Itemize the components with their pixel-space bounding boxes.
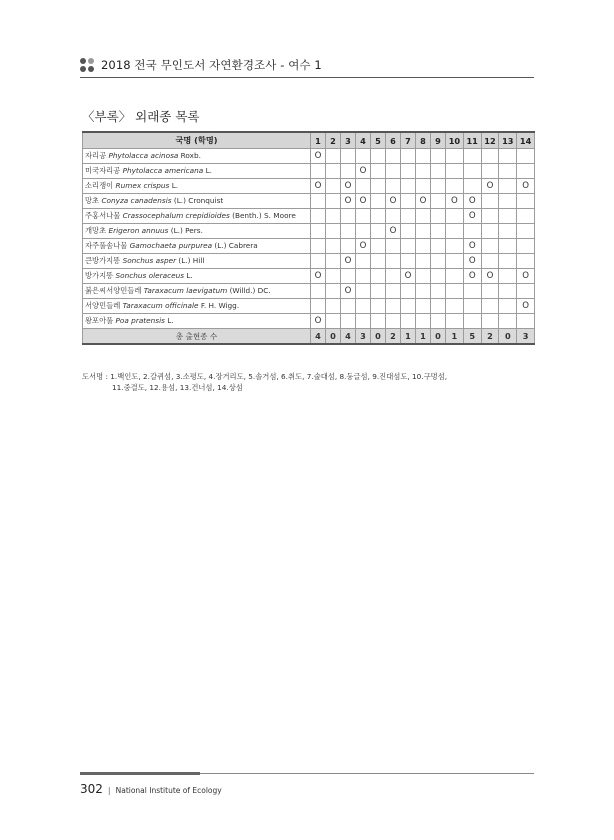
occurrence-cell xyxy=(431,194,446,209)
table-row xyxy=(83,164,535,179)
occurrence-cell xyxy=(499,299,517,314)
occurrence-cell xyxy=(446,299,464,314)
korean-name: 주홍서나물 xyxy=(85,211,121,220)
occurrence-cell: O xyxy=(463,209,481,224)
occurrence-cell: O xyxy=(416,194,431,209)
occurrence-cell xyxy=(326,194,341,209)
occurrence-cell xyxy=(431,239,446,254)
scientific-name: Rumex crispus xyxy=(115,181,170,190)
occurrence-cell xyxy=(311,284,326,299)
occurrence-cell xyxy=(401,179,416,194)
occurrence-cell: O xyxy=(341,284,356,299)
island-column-header: 2 xyxy=(326,132,341,149)
occurrence-cell xyxy=(431,224,446,239)
korean-name: 서양민들레 xyxy=(85,301,121,310)
occurrence-cell xyxy=(311,209,326,224)
species-name-cell xyxy=(83,164,311,179)
island-column-header: 10 xyxy=(446,132,464,149)
footer-rule-accent xyxy=(80,772,200,775)
occurrence-cell xyxy=(371,254,386,269)
occurrence-cell: O xyxy=(481,179,499,194)
total-row xyxy=(83,329,535,345)
table-row xyxy=(83,269,535,284)
occurrence-cell: O xyxy=(463,239,481,254)
table-header-row xyxy=(83,132,535,149)
occurrence-cell xyxy=(386,269,401,284)
occurrence-cell xyxy=(416,239,431,254)
species-name-cell xyxy=(83,284,311,299)
author-citation: (L.) Cabrera xyxy=(214,241,258,250)
occurrence-cell xyxy=(341,269,356,284)
scientific-name: Conyza canadensis xyxy=(101,196,172,205)
occurrence-cell xyxy=(326,284,341,299)
author-citation: Roxb. xyxy=(180,151,201,160)
occurrence-cell xyxy=(386,254,401,269)
occurrence-cell xyxy=(401,299,416,314)
occurrence-cell xyxy=(356,314,371,329)
total-count-cell: 3 xyxy=(517,329,535,345)
author-citation: (L.) Hill xyxy=(178,256,205,265)
occurrence-cell xyxy=(356,299,371,314)
occurrence-cell: O xyxy=(401,269,416,284)
occurrence-cell xyxy=(326,314,341,329)
occurrence-cell xyxy=(401,149,416,164)
author-citation: (L.) Cronquist xyxy=(173,196,224,205)
footer-institute: National Institute of Ecology xyxy=(115,786,222,795)
occurrence-cell xyxy=(431,314,446,329)
occurrence-cell xyxy=(499,239,517,254)
occurrence-cell xyxy=(341,149,356,164)
occurrence-cell xyxy=(481,299,499,314)
occurrence-cell xyxy=(517,209,535,224)
occurrence-cell xyxy=(371,149,386,164)
species-name-cell xyxy=(83,149,311,164)
species-name-cell xyxy=(83,314,311,329)
footer-separator: | xyxy=(107,786,111,795)
occurrence-cell xyxy=(416,299,431,314)
table-row xyxy=(83,224,535,239)
scientific-name: Poa pratensis xyxy=(115,316,165,325)
occurrence-cell xyxy=(401,254,416,269)
occurrence-cell xyxy=(326,164,341,179)
scientific-name: Sonchus asper xyxy=(122,256,177,265)
total-count-cell: 1 xyxy=(446,329,464,345)
occurrence-cell xyxy=(386,164,401,179)
occurrence-cell xyxy=(446,179,464,194)
total-count-cell: 2 xyxy=(386,329,401,345)
occurrence-cell xyxy=(326,299,341,314)
occurrence-cell xyxy=(311,299,326,314)
header-title: 2018 전국 무인도서 자연환경조사 - 여수 1 xyxy=(101,58,322,72)
occurrence-cell xyxy=(481,284,499,299)
occurrence-cell xyxy=(416,254,431,269)
occurrence-cell: O xyxy=(463,194,481,209)
author-citation: L. xyxy=(205,166,212,175)
occurrence-cell xyxy=(481,164,499,179)
occurrence-cell xyxy=(311,164,326,179)
alien-species-table xyxy=(82,131,535,345)
table-row xyxy=(83,239,535,254)
total-count-cell: 3 xyxy=(356,329,371,345)
occurrence-cell xyxy=(517,224,535,239)
island-column-header: 1 xyxy=(311,132,326,149)
occurrence-cell xyxy=(499,314,517,329)
occurrence-cell xyxy=(499,209,517,224)
occurrence-cell xyxy=(371,284,386,299)
note-line-1: 도서명 : 1.백인도, 2.갈퀴섬, 3.소평도, 4.장거리도, 5.솔거섬, 6.취도, 7.술대섬, 8.둥글섬, 9.진대섬도, 10.구멍섬, xyxy=(82,372,448,381)
occurrence-cell: O xyxy=(463,269,481,284)
occurrence-cell xyxy=(446,164,464,179)
occurrence-cell xyxy=(446,224,464,239)
occurrence-cell: O xyxy=(311,314,326,329)
occurrence-cell xyxy=(463,284,481,299)
occurrence-cell xyxy=(499,269,517,284)
occurrence-cell xyxy=(481,149,499,164)
korean-name: 왕포아풀 xyxy=(85,316,114,325)
occurrence-cell xyxy=(431,179,446,194)
occurrence-cell xyxy=(311,194,326,209)
occurrence-cell xyxy=(481,314,499,329)
occurrence-cell xyxy=(401,239,416,254)
occurrence-cell xyxy=(499,194,517,209)
occurrence-cell: O xyxy=(517,269,535,284)
island-column-header: 6 xyxy=(386,132,401,149)
occurrence-cell xyxy=(446,269,464,284)
korean-name: 붉은씨서양민들레 xyxy=(85,286,142,295)
occurrence-cell xyxy=(371,179,386,194)
occurrence-cell: O xyxy=(356,164,371,179)
occurrence-cell xyxy=(517,314,535,329)
occurrence-cell xyxy=(446,284,464,299)
scientific-name: Phytolacca americana xyxy=(122,166,204,175)
occurrence-cell xyxy=(341,164,356,179)
occurrence-cell xyxy=(341,314,356,329)
island-column-header: 3 xyxy=(341,132,356,149)
occurrence-cell xyxy=(401,284,416,299)
author-citation: (Willd.) DC. xyxy=(229,286,271,295)
occurrence-cell xyxy=(431,284,446,299)
table-row xyxy=(83,284,535,299)
total-count-cell: 2 xyxy=(481,329,499,345)
occurrence-cell xyxy=(326,269,341,284)
occurrence-cell: O xyxy=(386,194,401,209)
occurrence-cell xyxy=(356,224,371,239)
occurrence-cell xyxy=(463,299,481,314)
occurrence-cell xyxy=(326,209,341,224)
island-column-header: 13 xyxy=(499,132,517,149)
header-dots-icon xyxy=(80,58,94,72)
table-row xyxy=(83,209,535,224)
author-citation: (Benth.) S. Moore xyxy=(232,211,296,220)
occurrence-cell xyxy=(481,254,499,269)
species-name-cell xyxy=(83,224,311,239)
occurrence-cell xyxy=(416,224,431,239)
occurrence-cell xyxy=(431,209,446,224)
table-row xyxy=(83,314,535,329)
total-count-cell: 0 xyxy=(499,329,517,345)
occurrence-cell xyxy=(371,239,386,254)
occurrence-cell xyxy=(499,224,517,239)
occurrence-cell xyxy=(517,164,535,179)
table-row xyxy=(83,299,535,314)
occurrence-cell xyxy=(371,269,386,284)
occurrence-cell xyxy=(446,239,464,254)
running-header xyxy=(80,57,534,73)
occurrence-cell: O xyxy=(517,299,535,314)
occurrence-cell: O xyxy=(386,224,401,239)
occurrence-cell xyxy=(517,149,535,164)
occurrence-cell xyxy=(431,164,446,179)
occurrence-cell xyxy=(386,209,401,224)
total-count-cell: 0 xyxy=(371,329,386,345)
author-citation: L. xyxy=(167,316,174,325)
korean-name: 미국자리공 xyxy=(85,166,121,175)
occurrence-cell xyxy=(341,209,356,224)
note-line-2: 11.중결도, 12.용섬, 13.건너섬, 14.상섬 xyxy=(112,383,243,392)
occurrence-cell xyxy=(401,209,416,224)
island-column-header: 8 xyxy=(416,132,431,149)
occurrence-cell xyxy=(463,149,481,164)
korean-name: 자주풀솜나물 xyxy=(85,241,128,250)
author-citation: F. H. Wigg. xyxy=(200,301,240,310)
occurrence-cell xyxy=(431,149,446,164)
occurrence-cell xyxy=(499,254,517,269)
occurrence-cell xyxy=(463,179,481,194)
occurrence-cell xyxy=(326,224,341,239)
total-count-cell: 5 xyxy=(463,329,481,345)
occurrence-cell xyxy=(446,149,464,164)
occurrence-cell xyxy=(356,149,371,164)
occurrence-cell xyxy=(356,254,371,269)
occurrence-cell xyxy=(416,284,431,299)
occurrence-cell xyxy=(499,179,517,194)
occurrence-cell xyxy=(446,254,464,269)
occurrence-cell xyxy=(481,224,499,239)
korean-name: 망초 xyxy=(85,196,100,205)
section-title: 〈부록〉 외래종 목록 xyxy=(82,109,200,124)
occurrence-cell xyxy=(499,164,517,179)
scientific-name: Sonchus oleraceus xyxy=(115,271,185,280)
name-column-header: 국명 (학명) xyxy=(83,132,311,149)
occurrence-cell xyxy=(431,299,446,314)
occurrence-cell xyxy=(499,149,517,164)
occurrence-cell xyxy=(326,254,341,269)
occurrence-cell xyxy=(401,164,416,179)
occurrence-cell xyxy=(463,314,481,329)
scientific-name: Crassocephalum crepidioides xyxy=(122,211,230,220)
occurrence-cell xyxy=(326,239,341,254)
occurrence-cell xyxy=(481,209,499,224)
occurrence-cell xyxy=(371,164,386,179)
island-column-header: 5 xyxy=(371,132,386,149)
occurrence-cell xyxy=(386,299,401,314)
occurrence-cell xyxy=(401,314,416,329)
occurrence-cell xyxy=(517,254,535,269)
species-name-cell xyxy=(83,254,311,269)
island-name-note xyxy=(82,371,447,393)
occurrence-cell xyxy=(386,314,401,329)
occurrence-cell xyxy=(446,314,464,329)
species-name-cell xyxy=(83,194,311,209)
author-citation: L. xyxy=(186,271,193,280)
korean-name: 개망초 xyxy=(85,226,107,235)
scientific-name: Gamochaeta purpurea xyxy=(129,241,213,250)
table-row xyxy=(83,194,535,209)
occurrence-cell xyxy=(386,179,401,194)
island-column-header: 7 xyxy=(401,132,416,149)
occurrence-cell xyxy=(517,239,535,254)
header-rule xyxy=(80,77,534,78)
occurrence-cell: O xyxy=(356,194,371,209)
total-count-cell: 4 xyxy=(341,329,356,345)
species-name-cell xyxy=(83,179,311,194)
island-column-header: 4 xyxy=(356,132,371,149)
occurrence-cell: O xyxy=(517,179,535,194)
total-count-cell: 1 xyxy=(401,329,416,345)
table-row xyxy=(83,254,535,269)
korean-name: 소리쟁이 xyxy=(85,181,114,190)
occurrence-cell: O xyxy=(341,194,356,209)
occurrence-cell xyxy=(416,314,431,329)
occurrence-cell xyxy=(356,269,371,284)
occurrence-cell: O xyxy=(311,149,326,164)
occurrence-cell xyxy=(341,224,356,239)
occurrence-cell: O xyxy=(481,269,499,284)
occurrence-cell xyxy=(431,254,446,269)
occurrence-cell xyxy=(311,224,326,239)
occurrence-cell xyxy=(463,164,481,179)
occurrence-cell xyxy=(499,284,517,299)
occurrence-cell xyxy=(446,209,464,224)
occurrence-cell xyxy=(341,299,356,314)
occurrence-cell xyxy=(386,284,401,299)
species-name-cell xyxy=(83,299,311,314)
occurrence-cell: O xyxy=(446,194,464,209)
occurrence-cell xyxy=(517,194,535,209)
total-label: 총 출현종 수 xyxy=(83,329,311,345)
table-row xyxy=(83,149,535,164)
occurrence-cell: O xyxy=(463,254,481,269)
scientific-name: Erigeron annuus xyxy=(108,226,169,235)
page-number: 302 xyxy=(80,782,103,796)
korean-name: 자리공 xyxy=(85,151,107,160)
species-name-cell xyxy=(83,239,311,254)
occurrence-cell xyxy=(371,299,386,314)
occurrence-cell xyxy=(311,254,326,269)
occurrence-cell xyxy=(416,179,431,194)
occurrence-cell xyxy=(386,239,401,254)
occurrence-cell xyxy=(386,149,401,164)
total-count-cell: 1 xyxy=(416,329,431,345)
occurrence-cell: O xyxy=(311,269,326,284)
occurrence-cell xyxy=(371,209,386,224)
island-column-header: 12 xyxy=(481,132,499,149)
author-citation: (L.) Pers. xyxy=(170,226,203,235)
korean-name: 큰방가지똥 xyxy=(85,256,121,265)
occurrence-cell: O xyxy=(311,179,326,194)
occurrence-cell xyxy=(371,314,386,329)
occurrence-cell: O xyxy=(356,239,371,254)
island-column-header: 9 xyxy=(431,132,446,149)
occurrence-cell xyxy=(341,239,356,254)
korean-name: 방가지똥 xyxy=(85,271,114,280)
occurrence-cell xyxy=(356,209,371,224)
occurrence-cell xyxy=(463,224,481,239)
occurrence-cell: O xyxy=(341,254,356,269)
occurrence-cell xyxy=(481,239,499,254)
occurrence-cell xyxy=(416,209,431,224)
total-count-cell: 0 xyxy=(431,329,446,345)
species-name-cell xyxy=(83,269,311,284)
occurrence-cell xyxy=(356,284,371,299)
island-column-header: 11 xyxy=(463,132,481,149)
occurrence-cell xyxy=(401,194,416,209)
occurrence-cell xyxy=(517,284,535,299)
scientific-name: Phytolacca acinosa xyxy=(108,151,179,160)
occurrence-cell xyxy=(371,194,386,209)
total-count-cell: 0 xyxy=(326,329,341,345)
occurrence-cell xyxy=(431,269,446,284)
table-body xyxy=(83,149,535,345)
total-count-cell: 4 xyxy=(311,329,326,345)
occurrence-cell xyxy=(416,269,431,284)
occurrence-cell xyxy=(326,179,341,194)
occurrence-cell xyxy=(356,179,371,194)
page-footer xyxy=(80,782,222,796)
island-column-header: 14 xyxy=(517,132,535,149)
occurrence-cell xyxy=(371,224,386,239)
occurrence-cell: O xyxy=(341,179,356,194)
species-name-cell xyxy=(83,209,311,224)
occurrence-cell xyxy=(416,164,431,179)
occurrence-cell xyxy=(416,149,431,164)
table-row xyxy=(83,179,535,194)
footer-rule xyxy=(200,773,534,774)
occurrence-cell xyxy=(311,239,326,254)
occurrence-cell xyxy=(326,149,341,164)
author-citation: L. xyxy=(171,181,179,190)
scientific-name: Taraxacum laevigatum xyxy=(143,286,228,295)
occurrence-cell xyxy=(401,224,416,239)
occurrence-cell xyxy=(481,194,499,209)
scientific-name: Taraxacum officinale xyxy=(122,301,199,310)
